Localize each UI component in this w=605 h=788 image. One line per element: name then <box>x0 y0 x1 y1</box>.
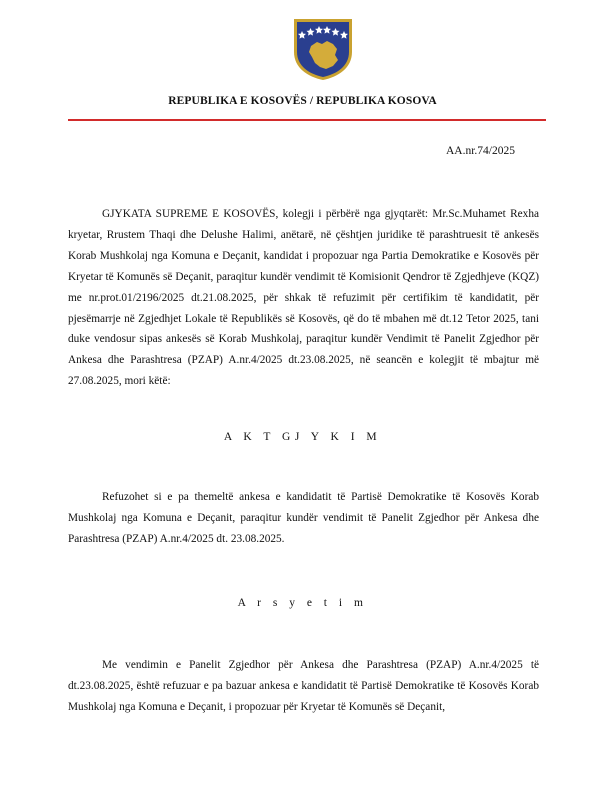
header-divider <box>68 119 546 121</box>
reasoning-paragraph-text: Me vendimin e Panelit Zgjedhor për Ankesa dhe Parashtresa (PZAP) A.nr.4/2025 të dt.23.08.2025, është refuzuar e pa bazuar ankesa e kandidatit të Partisë Demokratike të Kosovës Korab Mushkolaj nga Komuna e Deçanit, i propozuar për Kryetar të Komunës së Deçanit, <box>68 659 539 713</box>
reasoning-heading: A r s y e t i m <box>237 597 368 609</box>
verdict-heading: A K T GJ Y K I M <box>223 431 382 443</box>
kosovo-coat-of-arms-icon <box>291 16 355 82</box>
verdict-paragraph <box>68 487 539 550</box>
reasoning-paragraph <box>68 655 539 718</box>
verdict-paragraph-text: Refuzohet si e pa themeltë ankesa e kandidatit të Partisë Demokratike të Kosovës Korab Mushkolaj nga Komuna e Deçanit, paraqitur kundër vendimit të Panelit Zgjedhor për Ankesa dhe Parashtresa (PZAP) A.nr.4/2025 dt. 23.08.2025. <box>68 491 539 545</box>
intro-paragraph <box>68 204 539 392</box>
case-number: AA.nr.74/2025 <box>446 145 515 157</box>
intro-paragraph-text: GJYKATA SUPREME E KOSOVËS, kolegji i përbërë nga gjyqtarët: Mr.Sc.Muhamet Rexha kryetar, Rrustem Thaqi dhe Delushe Halimi, anëtarë, në çështjen juridike të parashtruesit të ankesës Korab Mushkolaj nga Komuna e Deçanit, kandidat i propozuar nga Partia Demokratike e Kosovës për Kryetar të Komunës së Deçanit, paraqitur kundër vendimit të Komisionit Qendror të Zgjedhjeve (KQZ) me nr.prot.01/2196/2025 dt.21.08.2025, për shkak të refuzimit për certifikim të kandidatit, për pjesëmarrje në Zgjedhjet Lokale të Republikës së Kosovës, që do të mbahen më dt.12 Tetor 2025, tani duke vendosur sipas ankesës së Korab Mushkolaj, paraqitur kundër Vendimit të Panelit Zgjedhor për Ankesa dhe Parashtresa (PZAP) A.nr.4/2025 dt.23.08.2025, në seancën e kolegjit të mbajtur më 27.08.2025, mori këtë: <box>68 208 539 388</box>
header-title: REPUBLIKA E KOSOVËS / REPUBLIKA KOSOVA <box>168 95 437 107</box>
